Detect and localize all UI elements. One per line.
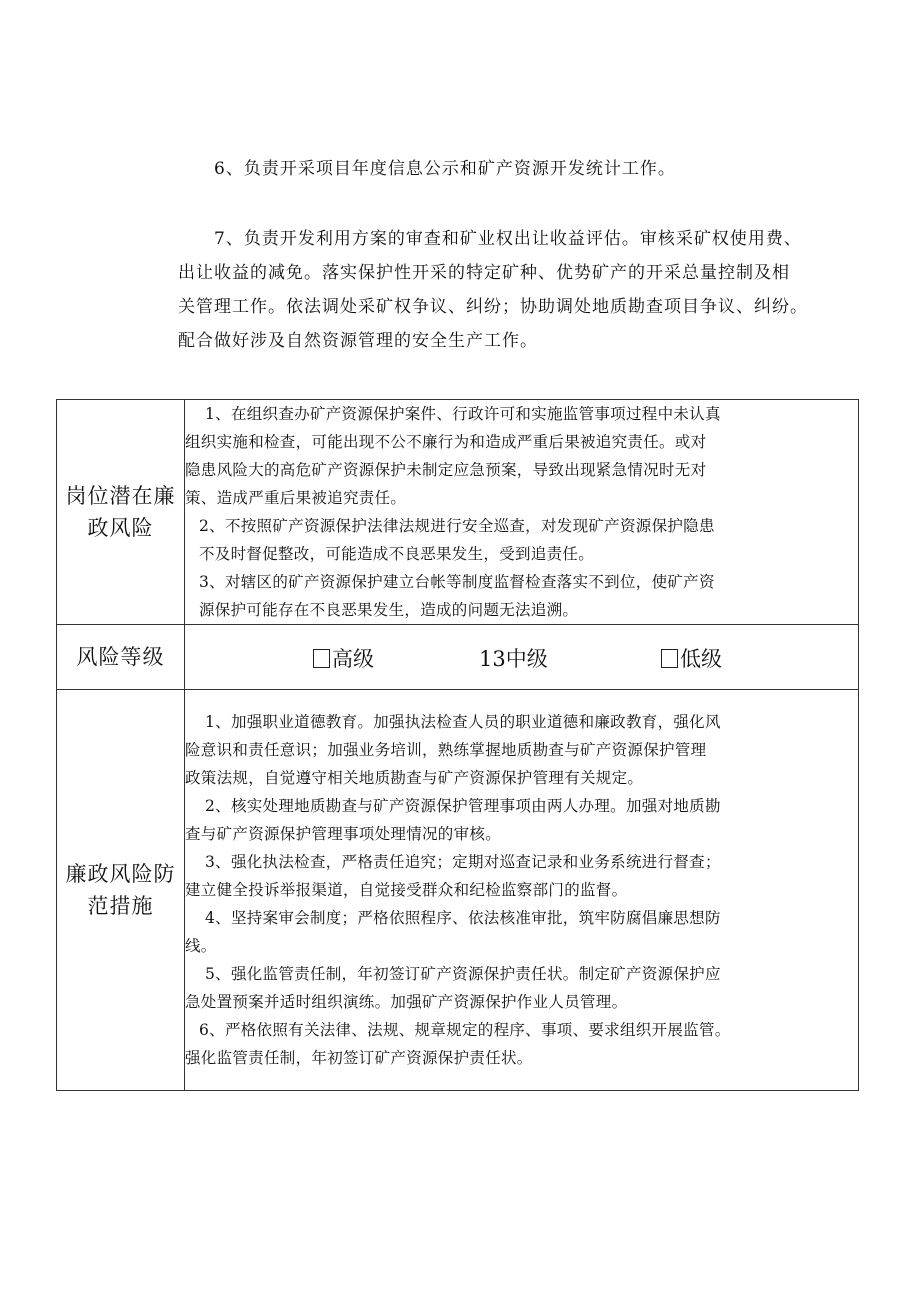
level-high-option[interactable] <box>313 643 374 673</box>
level-mid-option <box>479 643 548 673</box>
risk-item-line: 隐患风险大的高危矿产资源保护未制定应急预案，导致出现紧急情况时无对 <box>185 461 707 479</box>
duty-item-6: 6、负责开采项目年度信息公示和矿产资源开发统计工作。 <box>214 159 676 179</box>
measure-item-line: 政策法规，自觉遵守相关地质勘查与矿产资源保护管理有关规定。 <box>185 769 644 787</box>
measure-item <box>185 960 858 1016</box>
risk-item <box>185 512 858 568</box>
level-label-cell <box>57 625 185 690</box>
duty-item-7 <box>178 222 890 358</box>
risk-content-cell <box>185 400 859 625</box>
measure-item <box>185 848 858 904</box>
measures-label-cell <box>57 690 185 1091</box>
risk-label-cell <box>57 400 185 625</box>
measure-item <box>185 904 858 960</box>
risk-item-line: 3、对辖区的矿产资源保护建立台帐等制度监督检查落实不到位，使矿产资 <box>199 573 715 591</box>
level-options <box>185 625 858 689</box>
risk-row <box>57 400 859 625</box>
measure-item-line: 5、强化监管责任制，年初签订矿产资源保护责任状。制定矿产资源保护应 <box>205 965 721 983</box>
risk-item-line: 1、在组织查办矿产资源保护案件、行政许可和实施监管事项过程中未认真 <box>205 405 721 423</box>
measure-item-line: 6、严格依照有关法律、法规、规章规定的程序、事项、要求组织开展监管。 <box>199 1021 731 1039</box>
measure-item-line: 强化监管责任制，年初签订矿产资源保护责任状。 <box>185 1049 533 1067</box>
risk-table <box>56 399 859 1091</box>
level-high-text: 高级 <box>332 647 374 671</box>
measure-item <box>185 708 858 792</box>
duty-item-7-line: 7、负责开发利用方案的审查和矿业权出让收益评估。审核采矿权使用费、 <box>214 229 802 249</box>
level-low-option[interactable] <box>661 643 722 673</box>
measures-content-cell <box>185 690 859 1091</box>
level-mid-text: 13中级 <box>479 647 548 671</box>
risk-item-line: 2、不按照矿产资源保护法律法规进行安全巡查，对发现矿产资源保护隐患 <box>199 517 715 535</box>
risk-item-line: 策、造成严重后果被追究责任。 <box>185 489 407 507</box>
level-label: 风险等级 <box>76 645 165 669</box>
duty-item-7-line: 关管理工作。依法调处采矿权争议、纠纷；协助调处地质勘查项目争议、纠纷。 <box>178 297 808 317</box>
measures-row <box>57 690 859 1091</box>
measure-item-line: 2、核实处理地质勘查与矿产资源保护管理事项由两人办理。加强对地质勘 <box>205 797 721 815</box>
checkbox-icon <box>313 649 330 668</box>
measures-label: 廉政风险防范措施 <box>65 862 176 918</box>
risk-label: 岗位潜在廉政风险 <box>65 484 176 540</box>
measure-item-line: 建立健全投诉举报渠道，自觉接受群众和纪检监察部门的监督。 <box>185 881 628 899</box>
measure-item-line: 线。 <box>185 937 217 955</box>
risk-item <box>185 400 858 512</box>
duty-item-7-line: 出让收益的减免。落实保护性开采的特定矿种、优势矿产的开采总量控制及相 <box>178 263 790 283</box>
measure-item-line: 1、加强职业道德教育。加强执法检查人员的职业道德和廉政教育，强化风 <box>205 713 721 731</box>
measure-item <box>185 792 858 848</box>
measure-item <box>185 1016 858 1072</box>
checkbox-icon <box>661 649 678 668</box>
risk-item <box>185 568 858 624</box>
level-low-text: 低级 <box>680 647 722 671</box>
level-row <box>57 625 859 690</box>
level-content-cell <box>185 625 859 690</box>
risk-item-line: 组织实施和检查，可能出现不公不廉行为和造成严重后果被追究责任。或对 <box>185 433 707 451</box>
measure-item-line: 急处置预案并适时组织演练。加强矿产资源保护作业人员管理。 <box>185 993 628 1011</box>
measure-item-line: 4、坚持案审会制度；严格依照程序、依法核准审批，筑牢防腐倡廉思想防 <box>205 909 721 927</box>
risk-item-line: 源保护可能存在不良恶果发生，造成的问题无法追溯。 <box>199 601 579 619</box>
duty-item-7-line: 配合做好涉及自然资源管理的安全生产工作。 <box>178 331 538 351</box>
measure-item-line: 险意识和责任意识；加强业务培训，熟练掌握地质勘查与矿产资源保护管理 <box>185 741 707 759</box>
measure-item-line: 3、强化执法检查，严格责任追究；定期对巡查记录和业务系统进行督查； <box>205 853 721 871</box>
risk-item-line: 不及时督促整改，可能造成不良恶果发生，受到追责任。 <box>199 545 595 563</box>
measure-item-line: 查与矿产资源保护管理事项处理情况的审核。 <box>185 825 502 843</box>
